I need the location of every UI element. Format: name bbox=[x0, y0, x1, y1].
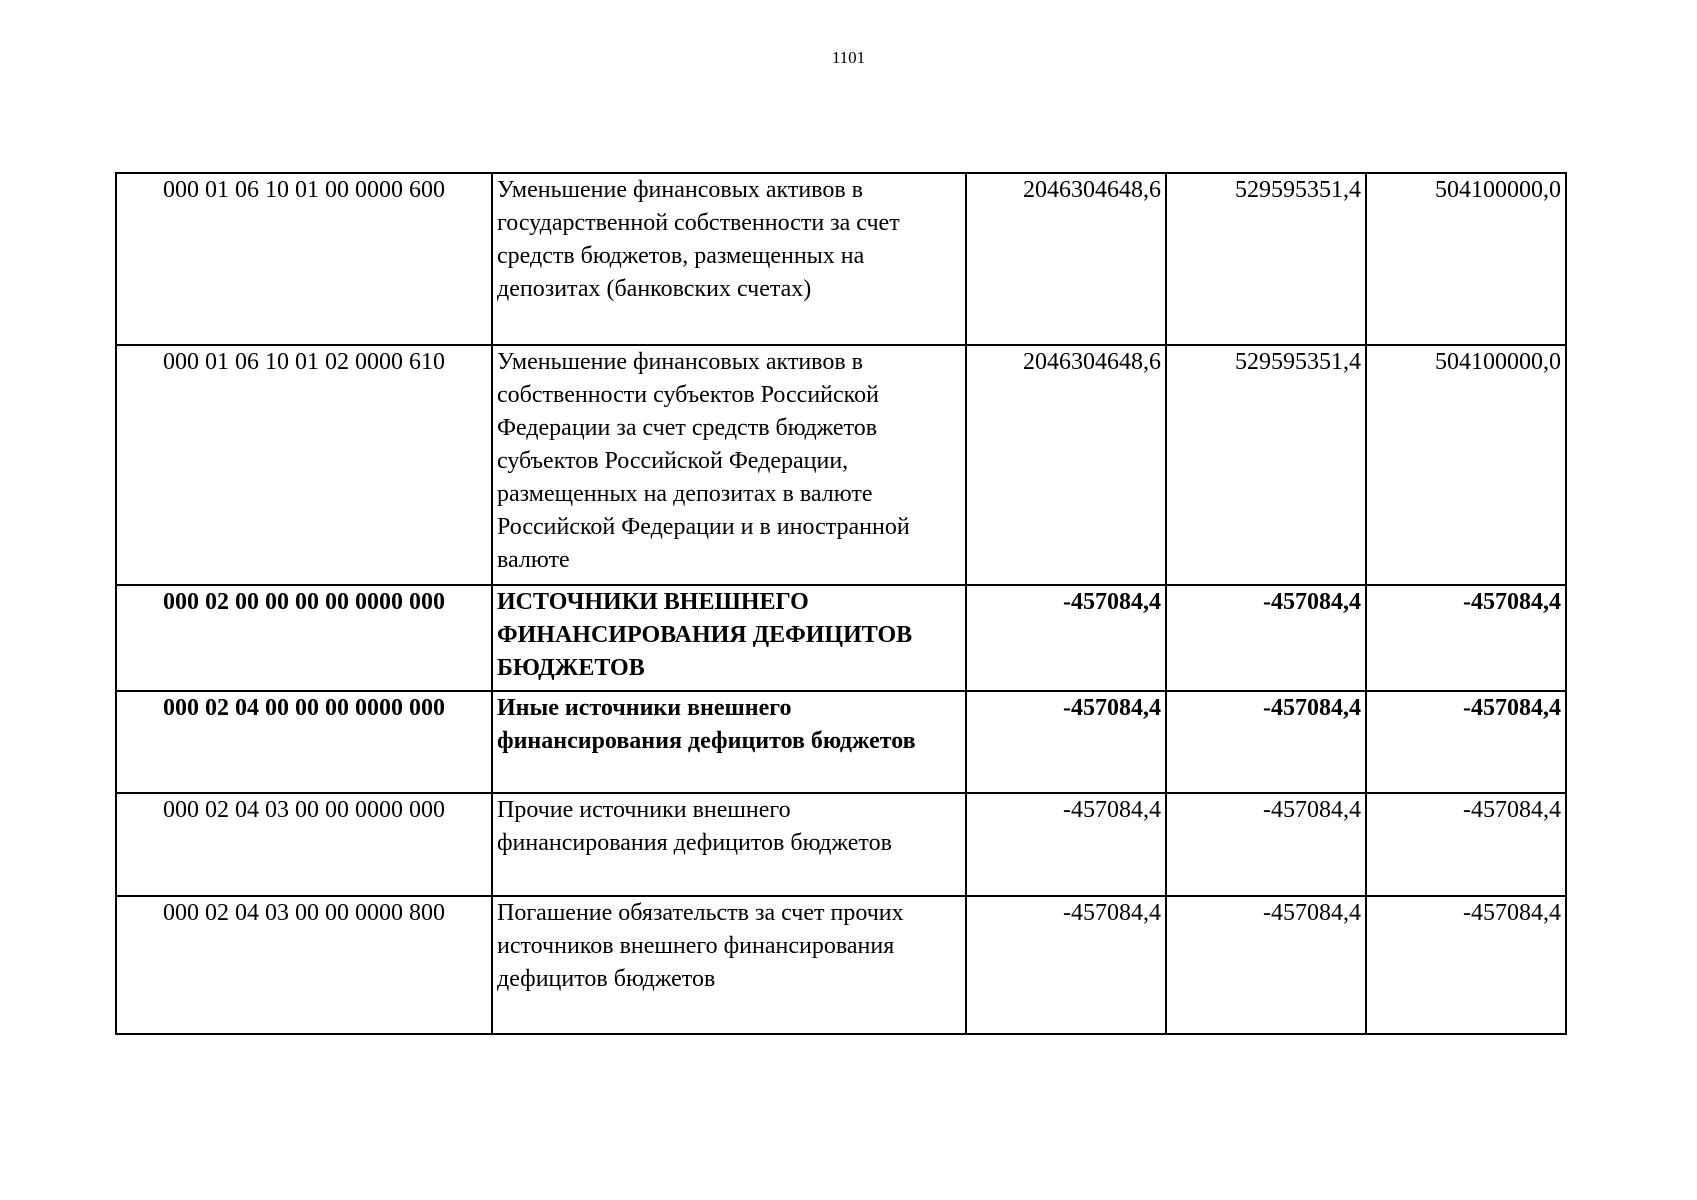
value-year-3: -457084,4 bbox=[1366, 585, 1566, 691]
budget-code: 000 01 06 10 01 02 0000 610 bbox=[116, 345, 492, 585]
table-row bbox=[116, 896, 1566, 1034]
value-year-1: 2046304648,6 bbox=[966, 345, 1166, 585]
table-row bbox=[116, 345, 1566, 585]
budget-code: 000 02 04 03 00 00 0000 000 bbox=[116, 793, 492, 896]
row-description: Иные источники внешнего финансирования дефицитов бюджетов bbox=[492, 691, 966, 793]
value-year-3: -457084,4 bbox=[1366, 691, 1566, 793]
table-row bbox=[116, 585, 1566, 691]
value-year-2: 529595351,4 bbox=[1166, 345, 1366, 585]
value-year-1: -457084,4 bbox=[966, 793, 1166, 896]
budget-sources-table bbox=[115, 172, 1567, 1035]
row-description: ИСТОЧНИКИ ВНЕШНЕГО ФИНАНСИРОВАНИЯ ДЕФИЦИТОВ БЮДЖЕТОВ bbox=[492, 585, 966, 691]
table-row bbox=[116, 793, 1566, 896]
row-description: Уменьшение финансовых активов в собственности субъектов Российской Федерации за счет средств бюджетов субъектов Российской Федерации, размещенных на депозитах в валюте Российской Федерации и в иностранной валюте bbox=[492, 345, 966, 585]
value-year-2: -457084,4 bbox=[1166, 691, 1366, 793]
budget-code: 000 02 04 00 00 00 0000 000 bbox=[116, 691, 492, 793]
value-year-2: 529595351,4 bbox=[1166, 173, 1366, 345]
budget-code: 000 02 00 00 00 00 0000 000 bbox=[116, 585, 492, 691]
value-year-3: -457084,4 bbox=[1366, 896, 1566, 1034]
value-year-2: -457084,4 bbox=[1166, 793, 1366, 896]
value-year-3: 504100000,0 bbox=[1366, 345, 1566, 585]
value-year-1: -457084,4 bbox=[966, 691, 1166, 793]
row-description: Уменьшение финансовых активов в государственной собственности за счет средств бюджетов, размещенных на депозитах (банковских счетах) bbox=[492, 173, 966, 345]
row-description: Прочие источники внешнего финансирования дефицитов бюджетов bbox=[492, 793, 966, 896]
value-year-1: -457084,4 bbox=[966, 896, 1166, 1034]
table-row bbox=[116, 173, 1566, 345]
value-year-3: 504100000,0 bbox=[1366, 173, 1566, 345]
value-year-1: -457084,4 bbox=[966, 585, 1166, 691]
budget-code: 000 02 04 03 00 00 0000 800 bbox=[116, 896, 492, 1034]
value-year-1: 2046304648,6 bbox=[966, 173, 1166, 345]
value-year-2: -457084,4 bbox=[1166, 585, 1366, 691]
value-year-2: -457084,4 bbox=[1166, 896, 1366, 1034]
page-number: 1101 bbox=[831, 48, 866, 67]
budget-code: 000 01 06 10 01 00 0000 600 bbox=[116, 173, 492, 345]
value-year-3: -457084,4 bbox=[1366, 793, 1566, 896]
row-description: Погашение обязательств за счет прочих источников внешнего финансирования дефицитов бюджетов bbox=[492, 896, 966, 1034]
table-row bbox=[116, 691, 1566, 793]
